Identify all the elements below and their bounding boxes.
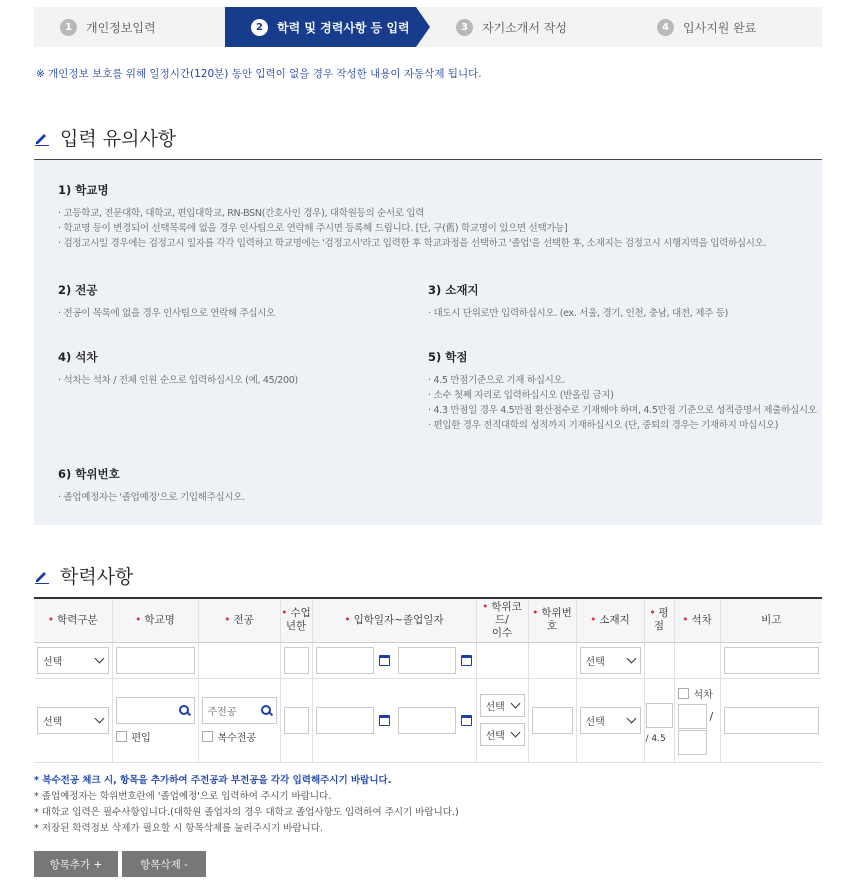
guide-school: [58, 182, 766, 251]
education-title-text: 학력사항: [60, 566, 134, 588]
note-line: * 대학교 입력은 필수사항입니다.(대학원 졸업자의 경우 대학교 졸업사항도 입력하여 주시기 바랍니다.): [34, 807, 459, 818]
col-gpa: • 평점: [644, 598, 674, 642]
table-row: [34, 678, 822, 762]
note-input[interactable]: [724, 707, 820, 734]
years-input[interactable]: [284, 647, 309, 674]
step-number: 2: [251, 19, 268, 36]
step-complete: [621, 7, 822, 47]
location-select[interactable]: 선택: [580, 647, 641, 674]
chevron-down-icon: [626, 713, 636, 723]
guide-major: [58, 282, 275, 321]
rank-separator: /: [709, 709, 714, 723]
gpa-max-label: / 4.5: [645, 733, 666, 744]
guide-text: · 고등학교, 전문대학, 대학교, 편입대학교, RN-BSN(간호사인 경우), 대학원등의 순서로 입력: [58, 208, 425, 219]
guide-heading: 2) 전공: [58, 283, 98, 297]
guide-title-text: 입력 유의사항: [60, 128, 177, 150]
col-major: • 전공: [198, 598, 280, 642]
pencil-icon: [34, 130, 50, 146]
add-item-button[interactable]: 항목추가 +: [34, 851, 118, 877]
chevron-down-icon: [626, 653, 636, 663]
guide-heading: 1) 학교명: [58, 183, 109, 197]
guide-degree-no: [58, 466, 245, 505]
graduation-date-input[interactable]: [398, 707, 456, 734]
gpa-input[interactable]: [646, 703, 673, 728]
auto-delete-notice: ※ 개인정보 보호를 위해 일정시간(120분) 동안 입력이 없을 경우 작성한 내용이 자동삭제 됩니다.: [36, 68, 482, 80]
education-table: [34, 597, 822, 763]
calendar-icon[interactable]: [379, 655, 390, 666]
guide-text: · 전공이 목록에 없을 경우 인사팀으로 연락해 주십시오: [58, 308, 276, 319]
rank-input[interactable]: [678, 704, 707, 729]
step-education-career: [225, 7, 416, 47]
guide-rank: [58, 349, 298, 388]
guide-text: · 4.5 만점기준으로 기재 하십시오.: [428, 375, 566, 386]
chevron-down-icon: [510, 728, 520, 738]
table-header-row: [34, 598, 822, 642]
transfer-checkbox[interactable]: 편입: [116, 729, 195, 744]
guide-section-title: [34, 124, 176, 151]
col-type: • 학력구분: [34, 598, 112, 642]
notes: [34, 773, 459, 837]
note-input[interactable]: [724, 647, 820, 674]
pencil-icon: [34, 568, 50, 584]
calendar-icon[interactable]: [379, 715, 390, 726]
guide-location: [428, 282, 728, 321]
col-period: • 입학일자~졸업일자: [312, 598, 476, 642]
type-select[interactable]: 선택: [37, 707, 109, 734]
guide-text: · 학교명 등이 변경되어 선택목록에 없을 경우 인사팀으로 연락해 주시면 등록해 드립니다. [단, 구(舊) 학교명이 있으면 선택가능]: [58, 223, 568, 234]
guide-text: · 석차는 석차 / 전체 인원 순으로 입력하십시오 (예, 45/200): [58, 375, 298, 386]
step-label: 개인정보입력: [86, 20, 156, 35]
type-select[interactable]: 선택: [37, 647, 109, 674]
col-note: 비고: [720, 598, 822, 642]
guide-text: · 소수 첫째 자리로 입력하십시오 (반올림 금지): [428, 390, 614, 401]
degree-code-select[interactable]: 선택: [480, 694, 525, 717]
step-label: 입사지원 완료: [683, 20, 757, 35]
years-input[interactable]: [284, 707, 309, 734]
guide-text: · 대도시 단위로만 입력하십시오. (ex. 서울, 경기, 인천, 충남, 대전, 제주 등): [428, 308, 728, 319]
delete-item-button[interactable]: 항목삭제 -: [122, 851, 206, 877]
note-line: * 복수전공 체크 시, 항목을 추가하여 주전공과 부전공을 각각 입력해주시기 바랍니다.: [34, 775, 392, 786]
school-input[interactable]: [116, 647, 195, 674]
note-line: * 저장된 학력정보 삭제가 필요할 시 항목삭제를 눌러주시기 바랍니다.: [34, 823, 323, 834]
col-school: • 학교명: [112, 598, 198, 642]
search-icon[interactable]: [179, 705, 189, 715]
entrance-date-input[interactable]: [316, 707, 374, 734]
major-search-input[interactable]: 주전공: [202, 697, 277, 724]
guide-text: · 4.3 만점일 경우 4.5만점 환산점수로 기재해야 하며, 4.5만점 기준으로 성적증명서 제출하십시오: [428, 405, 817, 416]
table-row: [34, 642, 822, 678]
guide-heading: 4) 석차: [58, 350, 98, 364]
guide-heading: 5) 학점: [428, 350, 468, 364]
search-icon[interactable]: [261, 705, 271, 715]
guide-gpa: [428, 349, 817, 433]
double-major-checkbox[interactable]: 복수전공: [202, 729, 277, 744]
col-location: • 소재지: [576, 598, 644, 642]
guide-text: · 편입한 경우 전적대학의 성적까지 기재하십시오 (단, 중퇴의 경우는 기재하지 마십시오): [428, 420, 779, 431]
guide-text: · 졸업예정자는 '졸업예정'으로 기입해주십시오.: [58, 492, 245, 503]
step-label: 학력 및 경력사항 등 입력: [277, 20, 410, 35]
chevron-down-icon: [510, 699, 520, 709]
school-search-input[interactable]: [116, 697, 195, 724]
step-number: 4: [657, 19, 674, 36]
col-degree-no: • 학위번호: [528, 598, 576, 642]
step-personal-info: [34, 7, 225, 47]
guide-box: [34, 160, 822, 525]
entrance-date-input[interactable]: [316, 647, 374, 674]
guide-heading: 6) 학위번호: [58, 467, 120, 481]
total-input[interactable]: [678, 730, 707, 755]
col-degree: • 학위코드/ 이수: [476, 598, 528, 642]
calendar-icon[interactable]: [461, 715, 472, 726]
calendar-icon[interactable]: [461, 655, 472, 666]
step-number: 1: [60, 19, 77, 36]
col-years: • 수업 년한: [280, 598, 312, 642]
location-select[interactable]: 선택: [580, 707, 641, 734]
col-rank: • 석차: [674, 598, 720, 642]
guide-heading: 3) 소재지: [428, 283, 479, 297]
completion-select[interactable]: 선택: [480, 723, 525, 746]
degree-number-input[interactable]: [532, 707, 573, 734]
chevron-down-icon: [94, 653, 104, 663]
education-section-title: [34, 562, 133, 589]
graduation-date-input[interactable]: [398, 647, 456, 674]
chevron-down-icon: [94, 713, 104, 723]
progress-steps: [34, 7, 822, 47]
note-line: * 졸업예정자는 학위번호란에 '졸업예정'으로 입력하여 주시기 바랍니다.: [34, 791, 332, 802]
step-self-intro: [416, 7, 621, 47]
rank-checkbox[interactable]: 석차: [678, 686, 717, 701]
step-number: 3: [456, 19, 473, 36]
guide-text: · 검정고시일 경우에는 검정고시 일자를 각각 입력하고 학교명에는 '검정고시'라고 입력한 후 학교과정을 선택하고 '졸업'을 선택한 후, 소재지는 검정고시 시행지역을 입력하십시오.: [58, 238, 767, 249]
step-label: 자기소개서 작성: [482, 20, 567, 35]
